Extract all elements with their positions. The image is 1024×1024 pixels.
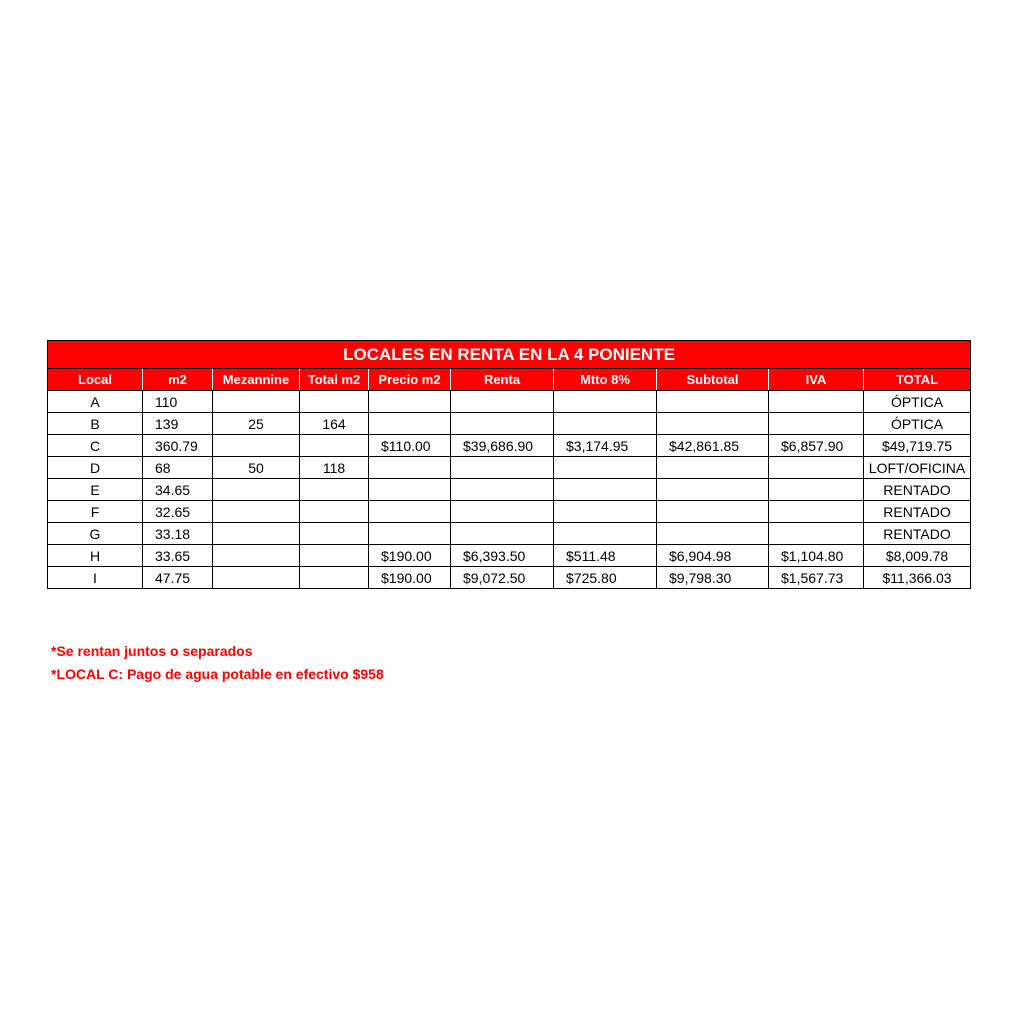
cell-iva [769,457,864,479]
cell-mtto [554,391,657,413]
cell-precio-m2: $190.00 [369,545,451,567]
cell-iva: $1,104.80 [769,545,864,567]
cell-total-m2 [300,545,369,567]
cell-m2: 360.79 [143,435,213,457]
cell-renta [451,501,554,523]
cell-iva [769,413,864,435]
cell-subtotal [657,523,769,545]
cell-subtotal [657,413,769,435]
cell-renta: $9,072.50 [451,567,554,589]
cell-subtotal: $42,861.85 [657,435,769,457]
table-title: LOCALES EN RENTA EN LA 4 PONIENTE [48,341,971,369]
cell-total-m2: 118 [300,457,369,479]
cell-precio-m2 [369,391,451,413]
cell-iva [769,391,864,413]
header-local: Local [48,369,143,391]
cell-mtto: $725.80 [554,567,657,589]
cell-total: ÓPTICA [864,413,971,435]
cell-renta [451,391,554,413]
cell-precio-m2 [369,457,451,479]
header-total-m2: Total m2 [300,369,369,391]
cell-total: $49,719.75 [864,435,971,457]
title-row [48,341,971,369]
table-row [48,391,971,413]
cell-local: F [48,501,143,523]
cell-total-m2 [300,501,369,523]
table-body [48,391,971,589]
cell-local: C [48,435,143,457]
header-mtto: Mtto 8% [554,369,657,391]
cell-renta [451,413,554,435]
cell-local: H [48,545,143,567]
cell-mezannine [213,523,300,545]
cell-local: B [48,413,143,435]
cell-total: LOFT/OFICINA [864,457,971,479]
table-row [48,567,971,589]
cell-m2: 32.65 [143,501,213,523]
cell-subtotal: $9,798.30 [657,567,769,589]
cell-mtto [554,413,657,435]
cell-m2: 68 [143,457,213,479]
cell-total-m2 [300,567,369,589]
cell-mtto [554,479,657,501]
cell-local: G [48,523,143,545]
cell-mezannine [213,501,300,523]
cell-precio-m2 [369,479,451,501]
notes [51,640,384,686]
cell-subtotal [657,501,769,523]
cell-renta: $6,393.50 [451,545,554,567]
header-total: TOTAL [864,369,971,391]
cell-m2: 139 [143,413,213,435]
cell-total-m2 [300,523,369,545]
cell-mtto [554,457,657,479]
cell-subtotal [657,479,769,501]
cell-mezannine: 25 [213,413,300,435]
cell-iva [769,523,864,545]
rental-table-container [47,340,970,589]
cell-local: A [48,391,143,413]
cell-m2: 33.65 [143,545,213,567]
header-mezannine: Mezannine [213,369,300,391]
cell-m2: 47.75 [143,567,213,589]
cell-renta [451,457,554,479]
cell-m2: 110 [143,391,213,413]
note-water-payment: *LOCAL C: Pago de agua potable en efectivo $958 [51,666,384,682]
cell-iva: $6,857.90 [769,435,864,457]
cell-precio-m2: $190.00 [369,567,451,589]
cell-renta: $39,686.90 [451,435,554,457]
cell-mezannine [213,479,300,501]
cell-subtotal: $6,904.98 [657,545,769,567]
table-row [48,457,971,479]
cell-m2: 34.65 [143,479,213,501]
cell-mezannine [213,567,300,589]
cell-local: D [48,457,143,479]
table-row [48,501,971,523]
header-m2: m2 [143,369,213,391]
rental-table [47,340,971,589]
table-row [48,413,971,435]
header-row [48,369,971,391]
cell-renta [451,479,554,501]
cell-total: RENTADO [864,479,971,501]
cell-local: I [48,567,143,589]
cell-iva: $1,567.73 [769,567,864,589]
header-renta: Renta [451,369,554,391]
cell-precio-m2 [369,523,451,545]
table-row [48,479,971,501]
cell-mtto: $3,174.95 [554,435,657,457]
cell-total: RENTADO [864,523,971,545]
cell-m2: 33.18 [143,523,213,545]
cell-total-m2 [300,435,369,457]
cell-subtotal [657,457,769,479]
note-together-separate: *Se rentan juntos o separados [51,643,253,659]
header-subtotal: Subtotal [657,369,769,391]
cell-precio-m2 [369,413,451,435]
cell-precio-m2: $110.00 [369,435,451,457]
cell-total: $11,366.03 [864,567,971,589]
cell-total-m2 [300,391,369,413]
cell-total: ÓPTICA [864,391,971,413]
cell-total: RENTADO [864,501,971,523]
cell-total: $8,009.78 [864,545,971,567]
cell-mtto [554,523,657,545]
cell-local: E [48,479,143,501]
table-row [48,435,971,457]
cell-total-m2: 164 [300,413,369,435]
cell-mtto: $511.48 [554,545,657,567]
cell-iva [769,479,864,501]
table-row [48,523,971,545]
cell-subtotal [657,391,769,413]
cell-iva [769,501,864,523]
table-row [48,545,971,567]
cell-renta [451,523,554,545]
cell-total-m2 [300,479,369,501]
cell-mezannine [213,545,300,567]
header-precio-m2: Precio m2 [369,369,451,391]
cell-precio-m2 [369,501,451,523]
cell-mezannine [213,435,300,457]
cell-mezannine [213,391,300,413]
header-iva: IVA [769,369,864,391]
cell-mezannine: 50 [213,457,300,479]
cell-mtto [554,501,657,523]
